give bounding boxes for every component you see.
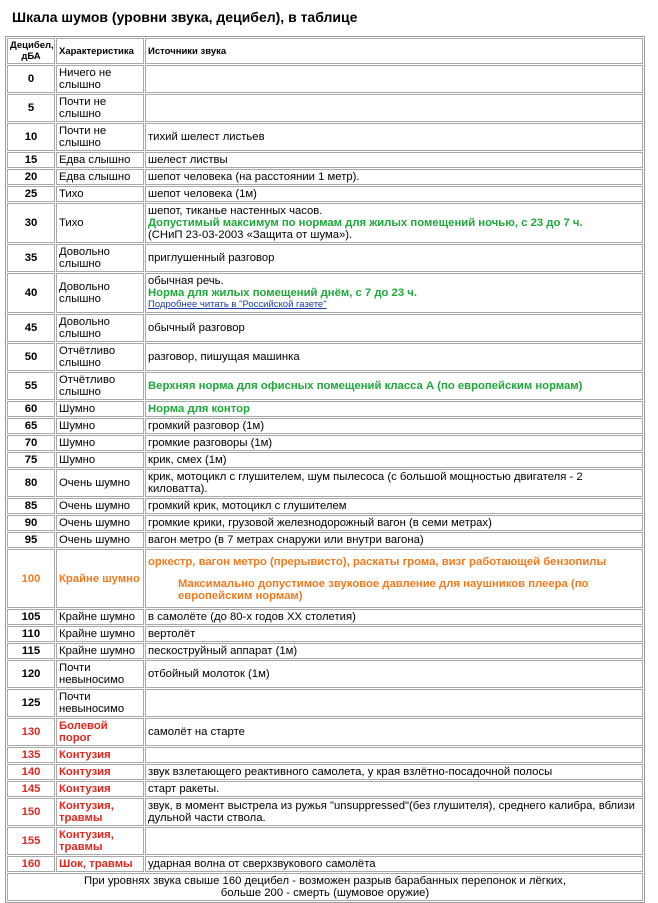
source-text: обычный разговор	[148, 322, 245, 334]
source-text: вагон метро (в 7 метрах снаружи или внутри вагона)	[148, 534, 424, 546]
characteristic-cell: Почти не слышно	[56, 94, 144, 122]
source-text: шепот человека (на расстоянии 1 метр).	[148, 171, 360, 183]
table-row	[7, 532, 643, 548]
source-text: крик, мотоцикл с глушителем, шум пылесоса (с большой мощностью двигателя - 2 киловатта).	[148, 471, 583, 495]
table-row	[7, 418, 643, 434]
source-cell	[145, 689, 643, 717]
header-sources: Источники звука	[145, 38, 643, 64]
table-row	[7, 718, 643, 746]
source-text: (СНиП 23-03-2003 «Защита от шума»).	[148, 229, 353, 241]
table-row	[7, 689, 643, 717]
decibel-cell: 60	[7, 401, 55, 417]
decibel-cell: 100	[7, 549, 55, 608]
source-cell	[145, 609, 643, 625]
source-cell	[145, 532, 643, 548]
source-cell	[145, 827, 643, 855]
decibel-cell: 40	[7, 273, 55, 313]
source-cell	[145, 314, 643, 342]
source-cell	[145, 203, 643, 243]
characteristic-cell: Крайне шумно	[56, 643, 144, 659]
table-row	[7, 856, 643, 872]
decibel-cell: 75	[7, 452, 55, 468]
characteristic-cell: Шумно	[56, 418, 144, 434]
table-row	[7, 764, 643, 780]
footer-note	[7, 873, 643, 901]
footer-row	[7, 873, 643, 901]
source-text: звук взлетающего реактивного самолета, у края взлётно-посадочной полосы	[148, 766, 553, 778]
decibel-cell: 70	[7, 435, 55, 451]
table-row	[7, 469, 643, 497]
characteristic-cell: Очень шумно	[56, 498, 144, 514]
source-cell	[145, 418, 643, 434]
table-row	[7, 781, 643, 797]
characteristic-cell: Тихо	[56, 203, 144, 243]
source-cell	[145, 747, 643, 763]
table-row	[7, 498, 643, 514]
source-cell	[145, 343, 643, 371]
source-text: шелест листвы	[148, 154, 228, 166]
source-text: самолёт на старте	[148, 726, 245, 738]
source-cell	[145, 372, 643, 400]
noise-scale-table	[5, 36, 645, 903]
decibel-cell: 95	[7, 532, 55, 548]
decibel-cell: 25	[7, 186, 55, 202]
source-cell	[145, 469, 643, 497]
source-norm-text: Норма для жилых помещений днём, с 7 до 23 ч.	[148, 287, 417, 299]
table-row	[7, 314, 643, 342]
decibel-cell: 20	[7, 169, 55, 185]
source-cell	[145, 435, 643, 451]
characteristic-cell: Тихо	[56, 186, 144, 202]
table-row	[7, 435, 643, 451]
source-link[interactable]: Подробнее читать в "Российской газете"	[148, 299, 327, 310]
source-norm-text: Верхняя норма для офисных помещений класса А (по европейским нормам)	[148, 380, 583, 392]
source-text: старт ракеты.	[148, 783, 220, 795]
source-text: громкий разговор (1м)	[148, 420, 265, 432]
table-row	[7, 65, 643, 93]
header-characteristic: Характеристика	[56, 38, 144, 64]
characteristic-cell: Крайне шумно	[56, 626, 144, 642]
page-title: Шкала шумов (уровни звука, децибел), в таблице	[12, 9, 358, 25]
decibel-cell: 135	[7, 747, 55, 763]
source-text: пескоструйный аппарат (1м)	[148, 645, 298, 657]
characteristic-cell: Едва слышно	[56, 152, 144, 168]
decibel-cell: 150	[7, 798, 55, 826]
decibel-cell: 35	[7, 244, 55, 272]
characteristic-cell: Болевой порог	[56, 718, 144, 746]
decibel-cell: 105	[7, 609, 55, 625]
table-row	[7, 643, 643, 659]
source-cell	[145, 498, 643, 514]
decibel-cell: 45	[7, 314, 55, 342]
table-row	[7, 452, 643, 468]
source-text: звук, в момент выстрела из ружья "unsuppressed"(без глушителя), среднего калибра, вблизи дульной части ствола.	[148, 800, 635, 824]
decibel-cell: 5	[7, 94, 55, 122]
decibel-cell: 130	[7, 718, 55, 746]
characteristic-cell: Едва слышно	[56, 169, 144, 185]
characteristic-cell: Очень шумно	[56, 469, 144, 497]
table-row	[7, 273, 643, 313]
source-text: приглушенный разговор	[148, 252, 275, 264]
source-text: вертолёт	[148, 628, 196, 640]
decibel-cell: 80	[7, 469, 55, 497]
characteristic-cell: Ничего не слышно	[56, 65, 144, 93]
source-text: громкие крики, грузовой железнодорожный вагон (в семи метрах)	[148, 517, 492, 529]
source-text: отбойный молоток (1м)	[148, 668, 270, 680]
table-row	[7, 123, 643, 151]
table-row	[7, 827, 643, 855]
table-row	[7, 549, 643, 608]
decibel-cell: 50	[7, 343, 55, 371]
characteristic-cell: Шок, травмы	[56, 856, 144, 872]
header-decibel: Децибел, дБА	[7, 38, 55, 64]
characteristic-cell: Шумно	[56, 452, 144, 468]
characteristic-cell: Почти невыносимо	[56, 660, 144, 688]
table-row	[7, 372, 643, 400]
decibel-cell: 160	[7, 856, 55, 872]
source-cell	[145, 123, 643, 151]
footer-line: При уровнях звука свыше 160 децибел - возможен разрыв барабанных перепонок и лёгких,	[84, 875, 566, 887]
decibel-cell: 30	[7, 203, 55, 243]
characteristic-cell: Контузия	[56, 764, 144, 780]
characteristic-cell: Почти невыносимо	[56, 689, 144, 717]
source-text: обычная речь.	[148, 275, 224, 287]
source-cell	[145, 401, 643, 417]
decibel-cell: 110	[7, 626, 55, 642]
decibel-cell: 125	[7, 689, 55, 717]
decibel-cell: 145	[7, 781, 55, 797]
source-norm-text: Максимально допустимое звуковое давление для наушников плеера (по европейским нормам)	[178, 577, 589, 602]
source-text: шепот человека (1м)	[148, 188, 257, 200]
source-norm-text: оркестр, вагон метро (прерывисто), раскаты грома, визг работающей бензопилы	[148, 555, 607, 568]
source-cell	[145, 549, 643, 608]
characteristic-cell: Шумно	[56, 401, 144, 417]
characteristic-cell: Крайне шумно	[56, 549, 144, 608]
characteristic-cell: Крайне шумно	[56, 609, 144, 625]
source-text: тихий шелест листьев	[148, 131, 265, 143]
source-cell	[145, 169, 643, 185]
source-cell	[145, 643, 643, 659]
table-row	[7, 747, 643, 763]
decibel-cell: 55	[7, 372, 55, 400]
source-norm-text: Допустимый максимум по нормам для жилых помещений ночью, с 23 до 7 ч.	[148, 217, 583, 229]
table-row	[7, 186, 643, 202]
decibel-cell: 0	[7, 65, 55, 93]
characteristic-cell: Контузия, травмы	[56, 827, 144, 855]
table-row	[7, 515, 643, 531]
table-row	[7, 244, 643, 272]
source-cell	[145, 65, 643, 93]
source-text: громкие разговоры (1м)	[148, 437, 273, 449]
table-row	[7, 609, 643, 625]
decibel-cell: 15	[7, 152, 55, 168]
source-cell	[145, 515, 643, 531]
source-text: разговор, пишущая машинка	[148, 351, 300, 363]
characteristic-cell: Довольно слышно	[56, 244, 144, 272]
source-cell	[145, 94, 643, 122]
source-cell	[145, 244, 643, 272]
table-row	[7, 660, 643, 688]
source-cell	[145, 152, 643, 168]
table-row	[7, 343, 643, 371]
table-row	[7, 626, 643, 642]
characteristic-cell: Контузия, травмы	[56, 798, 144, 826]
characteristic-cell: Довольно слышно	[56, 273, 144, 313]
source-text: ударная волна от сверхзвукового самолёта	[148, 858, 376, 870]
decibel-cell: 155	[7, 827, 55, 855]
decibel-cell: 120	[7, 660, 55, 688]
characteristic-cell: Контузия	[56, 747, 144, 763]
decibel-cell: 115	[7, 643, 55, 659]
decibel-cell: 140	[7, 764, 55, 780]
source-text: в самолёте (до 80-х годов XX столетия)	[148, 611, 356, 623]
table-row	[7, 401, 643, 417]
source-cell	[145, 273, 643, 313]
source-cell	[145, 764, 643, 780]
source-text: шепот, тиканье настенных часов.	[148, 205, 323, 217]
source-cell	[145, 186, 643, 202]
characteristic-cell: Очень шумно	[56, 515, 144, 531]
table-row	[7, 169, 643, 185]
source-cell	[145, 626, 643, 642]
source-cell	[145, 452, 643, 468]
source-cell	[145, 781, 643, 797]
table-row	[7, 94, 643, 122]
source-cell	[145, 660, 643, 688]
source-cell	[145, 798, 643, 826]
source-cell	[145, 718, 643, 746]
source-text: крик, смех (1м)	[148, 454, 227, 466]
decibel-cell: 65	[7, 418, 55, 434]
table-row	[7, 203, 643, 243]
source-norm-text: Норма для контор	[148, 403, 250, 415]
table-row	[7, 798, 643, 826]
table-header-row	[7, 38, 643, 64]
decibel-cell: 10	[7, 123, 55, 151]
characteristic-cell: Отчётливо слышно	[56, 343, 144, 371]
characteristic-cell: Контузия	[56, 781, 144, 797]
table-row	[7, 152, 643, 168]
footer-line: больше 200 - смерть (шумовое оружие)	[220, 887, 430, 899]
characteristic-cell: Шумно	[56, 435, 144, 451]
decibel-cell: 90	[7, 515, 55, 531]
characteristic-cell: Довольно слышно	[56, 314, 144, 342]
characteristic-cell: Очень шумно	[56, 532, 144, 548]
source-cell	[145, 856, 643, 872]
decibel-cell: 85	[7, 498, 55, 514]
characteristic-cell: Почти не слышно	[56, 123, 144, 151]
characteristic-cell: Отчётливо слышно	[56, 372, 144, 400]
source-text: громкий крик, мотоцикл с глушителем	[148, 500, 347, 512]
